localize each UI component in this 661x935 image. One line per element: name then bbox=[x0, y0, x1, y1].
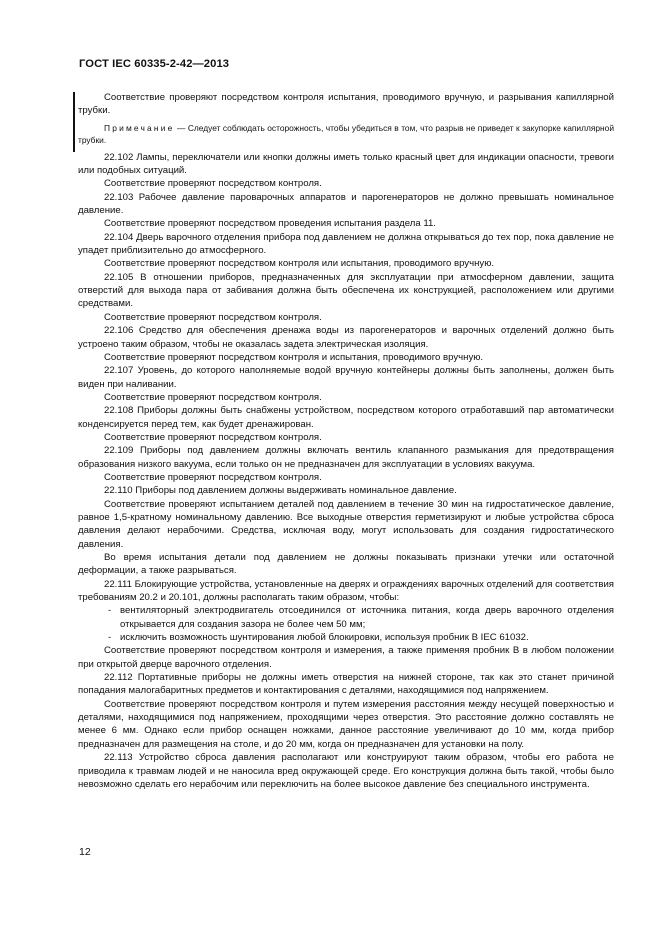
note-text: Следует соблюдать осторожность, чтобы убедиться в том, что разрыв не приведет к закупорке капиллярной трубки. bbox=[78, 122, 615, 145]
paragraph: Соответствие проверяют посредством контроля. bbox=[104, 311, 322, 323]
paragraph: Соответствие проверяют посредством контроля и испытания, проводимого вручную. bbox=[104, 351, 484, 363]
document-header: ГОСТ IEC 60335-2-42—2013 bbox=[79, 58, 230, 70]
change-bar bbox=[73, 92, 75, 152]
paragraph: Соответствие проверяют посредством проведения испытания раздела 11. bbox=[104, 218, 436, 230]
note bbox=[78, 122, 614, 146]
paragraph: 22.106 Средство для обеспечения дренажа воды из парогенераторов и варочных отделений должно быть устроено таким образом, чтобы не оказалась задета электрическая изоляция. bbox=[78, 325, 614, 350]
list-item bbox=[78, 604, 614, 631]
paragraph: Соответствие проверяют посредством контроля испытания, проводимого вручную, и разрывания капиллярной трубки. bbox=[78, 92, 614, 117]
list-dash: - bbox=[108, 632, 112, 644]
paragraph: Во время испытания детали под давлением не должны показывать признаки утечки или остаточной деформации, а также разрываться. bbox=[78, 552, 614, 577]
paragraph: 22.112 Портативные приборы не должны иметь отверстия на нижней стороне, так как это станет причиной попадания малогабаритных предметов и контактирования с деталями, находящимися под напряжением. bbox=[78, 672, 614, 697]
list-item-text: вентиляторный электродвигатель отсоединился от источника питания, когда дверь варочного отделения открывается для создания зазора не более чем 50 мм; bbox=[120, 605, 614, 630]
paragraph: Соответствие проверяют посредством контроля. bbox=[104, 178, 322, 190]
paragraph: 22.102 Лампы, переключатели или кнопки должны иметь только красный цвет для индикации опасности, тревоги или подобных ситуаций. bbox=[78, 151, 614, 177]
paragraph: Соответствие проверяют посредством контроля. bbox=[104, 471, 322, 483]
document-body bbox=[78, 91, 614, 791]
paragraph: Соответствие проверяют посредством контроля и путем измерения расстояния между несущей поверхностью и деталями, находящимися под напряжением, проходящими через отверстия. Это расстояние должно составлять не менее 6 мм. Однако если прибор оснащен ножками, данное расстояние увеличивают до 10 мм, когда прибор предназначен для размещения на столе, и до 20 мм, когда он предназначен для установки на полу. bbox=[78, 698, 614, 750]
paragraph: Соответствие проверяют посредством контроля. bbox=[104, 391, 322, 403]
list-item-text: исключить возможность шунтирования любой блокировки, используя пробник В IEC 61032. bbox=[120, 632, 529, 644]
paragraph: 22.109 Приборы под давлением должны включать вентиль клапанного размыкания для предотвращения образования низкого вакуума, если только он не предназначен для эксплуатации в условиях вакуума. bbox=[78, 445, 614, 470]
paragraph: 22.113 Устройство сброса давления располагают или конструируют таким образом, чтобы его работа не приводила к травмам людей и не наносила вред окружающей среде. Его конструкция должна быть такой, чтобы было невозможно сделать его нерабочим или переключить на более высокое давление без специального инструмента. bbox=[78, 752, 614, 790]
paragraph: 22.104 Дверь варочного отделения прибора под давлением не должна открываться до тех пор, пока давление не упадет приблизительно до атмосферного. bbox=[78, 231, 614, 257]
list-item bbox=[78, 631, 614, 644]
paragraph: 22.107 Уровень, до которого наполняемые водой вручную контейнеры должны быть заполнены, должен быть виден при наливании. bbox=[78, 365, 614, 390]
paragraph: Соответствие проверяют посредством контроля. bbox=[104, 431, 322, 443]
paragraph: 22.105 В отношении приборов, предназначенных для эксплуатации при атмосферном давлении, защита отверстий для выхода пара от забивания должна быть обеспечена их конструкцией, расположением или другими средствами. bbox=[78, 271, 614, 310]
paragraph: 22.108 Приборы должны быть снабжены устройством, посредством которого отработавший пар автоматически конденсируется перед тем, как будет дренажирован. bbox=[78, 405, 614, 430]
paragraph: 22.111 Блокирующие устройства, установленные на дверях и ограждениях варочных отделений для соответствия требованиям 20.2 и 20.101, должны располагать таким образом, чтобы: bbox=[78, 578, 614, 604]
list-dash: - bbox=[108, 605, 112, 617]
paragraph: 22.110 Приборы под давлением должны выдерживать номинальное давление. bbox=[104, 485, 457, 497]
page-number: 12 bbox=[79, 846, 91, 858]
paragraph: Соответствие проверяют посредством контроля или испытания, проводимого вручную. bbox=[104, 258, 495, 270]
paragraph: Соответствие проверяют испытанием деталей под давлением в течение 30 мин на гидростатическое давление, равное 1,5-кратному номинальному давлению. Все выходные отверстия герметизируют и любые устройства сброса давления делают нерабочими. Средства, исключая воду, могут использовать для создания гидростатического давления. bbox=[78, 498, 614, 550]
note-dash: — bbox=[176, 122, 186, 133]
paragraph: 22.103 Рабочее давление пароварочных аппаратов и парогенераторов не должно превышать номинальное давление. bbox=[78, 191, 614, 217]
paragraph: Соответствие проверяют посредством контроля и измерения, а также применяя пробник В в любом положении при открытой дверце варочного отделения. bbox=[78, 645, 614, 670]
note-label: Примечание bbox=[104, 122, 175, 133]
